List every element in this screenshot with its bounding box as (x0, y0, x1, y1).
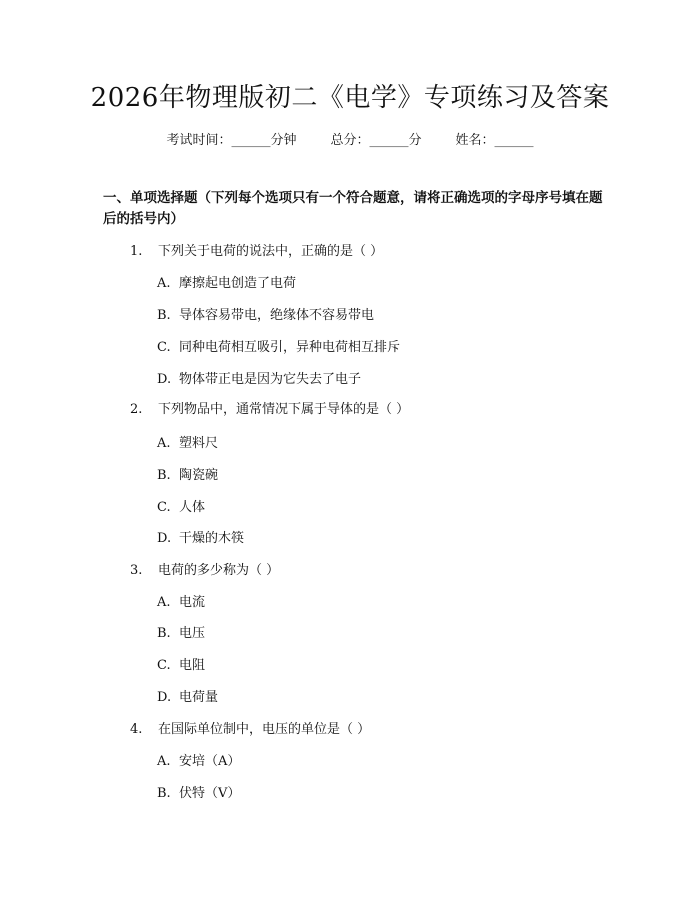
answer-option (157, 434, 218, 454)
option-letter: C. (157, 658, 171, 673)
option-text: 伏特（V） (179, 786, 241, 801)
option-text: 同种电荷相互吸引，异种电荷相互排斥 (179, 340, 401, 355)
option-letter: B. (157, 786, 171, 801)
question-number: 3. (130, 563, 143, 578)
option-letter: B. (157, 626, 171, 641)
answer-option (157, 752, 240, 772)
option-letter: C. (157, 340, 171, 355)
option-letter: D. (157, 372, 172, 387)
answer-option (157, 529, 244, 549)
option-text: 导体容易带电，绝缘体不容易带电 (179, 308, 375, 323)
answer-option (157, 624, 205, 644)
option-text: 干燥的木筷 (179, 531, 245, 546)
option-letter: B. (157, 308, 171, 323)
option-text: 塑料尺 (179, 436, 219, 451)
option-text: 陶瓷碗 (179, 468, 219, 483)
answer-option (157, 688, 218, 708)
option-text: 电阻 (179, 658, 206, 673)
answer-option (157, 274, 296, 294)
answer-option (157, 784, 240, 804)
option-letter: A. (157, 276, 171, 291)
option-letter: A. (157, 436, 171, 451)
question-text: 下列物品中，通常情况下属于导体的是（ ） (158, 402, 410, 417)
question-text: 下列关于电荷的说法中，正确的是（ ） (158, 244, 384, 259)
option-letter: C. (157, 500, 171, 515)
question-number: 4. (130, 722, 143, 737)
answer-option (157, 306, 374, 326)
answer-option (157, 593, 205, 613)
question-stem (130, 242, 383, 262)
option-letter: D. (157, 531, 172, 546)
option-letter: A. (157, 595, 171, 610)
exam-info-line (0, 130, 700, 152)
option-text: 电流 (179, 595, 206, 610)
answer-option (157, 370, 361, 390)
name-field: 姓名：______ (455, 133, 534, 148)
exam-time-field: 考试时间：______分钟 (166, 133, 297, 148)
question-stem (130, 720, 370, 740)
option-text: 电压 (179, 626, 206, 641)
answer-option (157, 338, 400, 358)
question-number: 1. (130, 244, 143, 259)
option-text: 安培（A） (179, 754, 241, 769)
option-letter: D. (157, 690, 172, 705)
option-letter: A. (157, 754, 171, 769)
option-text: 物体带正电是因为它失去了电子 (179, 372, 362, 387)
answer-option (157, 498, 205, 518)
question-stem (130, 561, 279, 581)
total-score-field: 总分：______分 (330, 133, 422, 148)
answer-option (157, 466, 218, 486)
option-letter: B. (157, 468, 171, 483)
option-text: 摩擦起电创造了电荷 (179, 276, 297, 291)
question-text: 电荷的多少称为（ ） (158, 563, 280, 578)
answer-option (157, 656, 205, 676)
question-stem (130, 400, 409, 420)
page-title: 2026年物理版初二《电学》专项练习及答案 (90, 83, 610, 113)
option-text: 电荷量 (179, 690, 219, 705)
option-text: 人体 (179, 500, 206, 515)
question-number: 2. (130, 402, 143, 417)
section-heading: 一、单项选择题（下列每个选项只有一个符合题意，请将正确选项的字母序号填在题后的括号内） (103, 190, 603, 227)
question-text: 在国际单位制中，电压的单位是（ ） (158, 722, 371, 737)
